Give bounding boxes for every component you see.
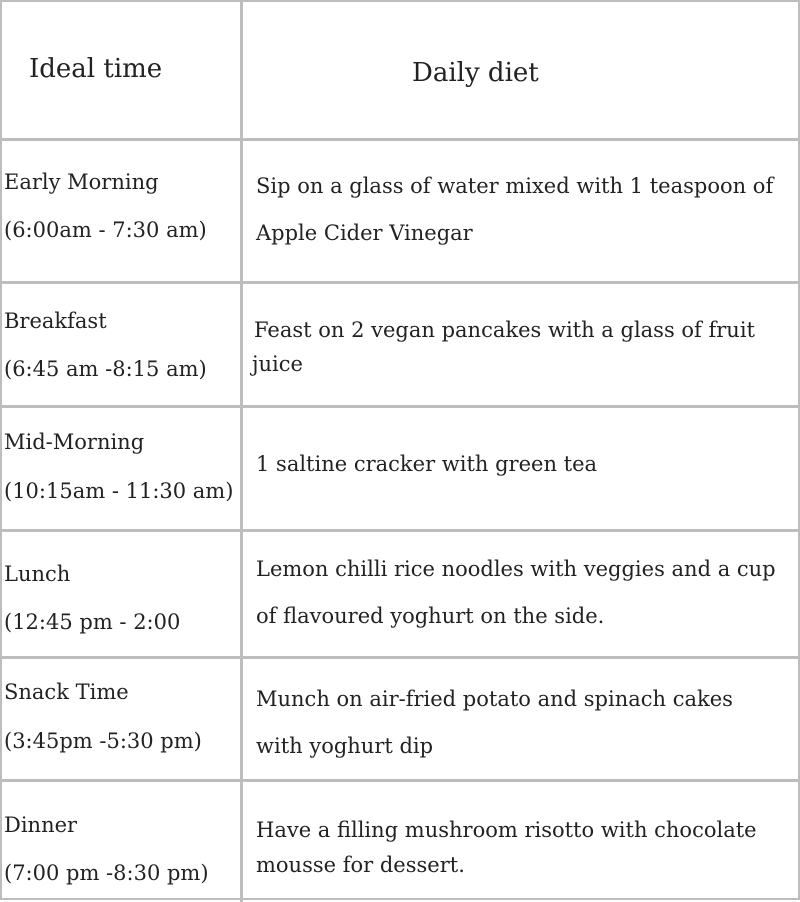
meal-time-lunch: (12:45 pm - 2:00	[4, 610, 181, 634]
diet-early-morning-line2: Apple Cider Vinegar	[256, 221, 473, 245]
header-ideal-time: Ideal time	[29, 54, 163, 84]
diet-lunch-line2: of flavoured yoghurt on the side.	[256, 604, 605, 628]
meal-name-lunch: Lunch	[4, 562, 71, 586]
meal-name-early-morning: Early Morning	[4, 170, 159, 194]
meal-time-snack-time: (3:45pm -5:30 pm)	[4, 729, 202, 753]
row-divider	[2, 529, 800, 532]
diet-breakfast-line2: juice	[252, 352, 303, 376]
diet-snack-time-line1: Munch on air-fried potato and spinach cakes	[256, 687, 733, 711]
meal-time-breakfast: (6:45 am -8:15 am)	[4, 357, 207, 381]
meal-time-dinner: (7:00 pm -8:30 pm)	[4, 861, 209, 885]
row-divider	[2, 138, 800, 141]
meal-time-early-morning: (6:00am - 7:30 am)	[4, 218, 207, 242]
diet-breakfast-line1: Feast on 2 vegan pancakes with a glass of fruit	[254, 318, 755, 342]
diet-mid-morning-line1: 1 saltine cracker with green tea	[256, 452, 598, 476]
diet-snack-time-line2: with yoghurt dip	[256, 734, 434, 758]
row-divider	[2, 281, 800, 284]
meal-name-snack-time: Snack Time	[4, 680, 129, 704]
diet-dinner-line1: Have a filling mushroom risotto with chocolate	[256, 818, 757, 842]
meal-name-breakfast: Breakfast	[4, 309, 107, 333]
diet-early-morning-line1: Sip on a glass of water mixed with 1 teaspoon of	[256, 174, 774, 198]
diet-lunch-line1: Lemon chilli rice noodles with veggies and a cup	[256, 557, 776, 581]
row-divider	[2, 405, 800, 408]
header-daily-diet: Daily diet	[412, 58, 539, 88]
row-divider	[2, 779, 800, 782]
meal-name-mid-morning: Mid-Morning	[4, 430, 145, 454]
meal-time-mid-morning: (10:15am - 11:30 am)	[4, 479, 234, 503]
diet-dinner-line2: mousse for dessert.	[256, 853, 465, 877]
column-divider	[240, 2, 243, 902]
row-divider	[2, 656, 800, 659]
meal-name-dinner: Dinner	[4, 813, 78, 837]
